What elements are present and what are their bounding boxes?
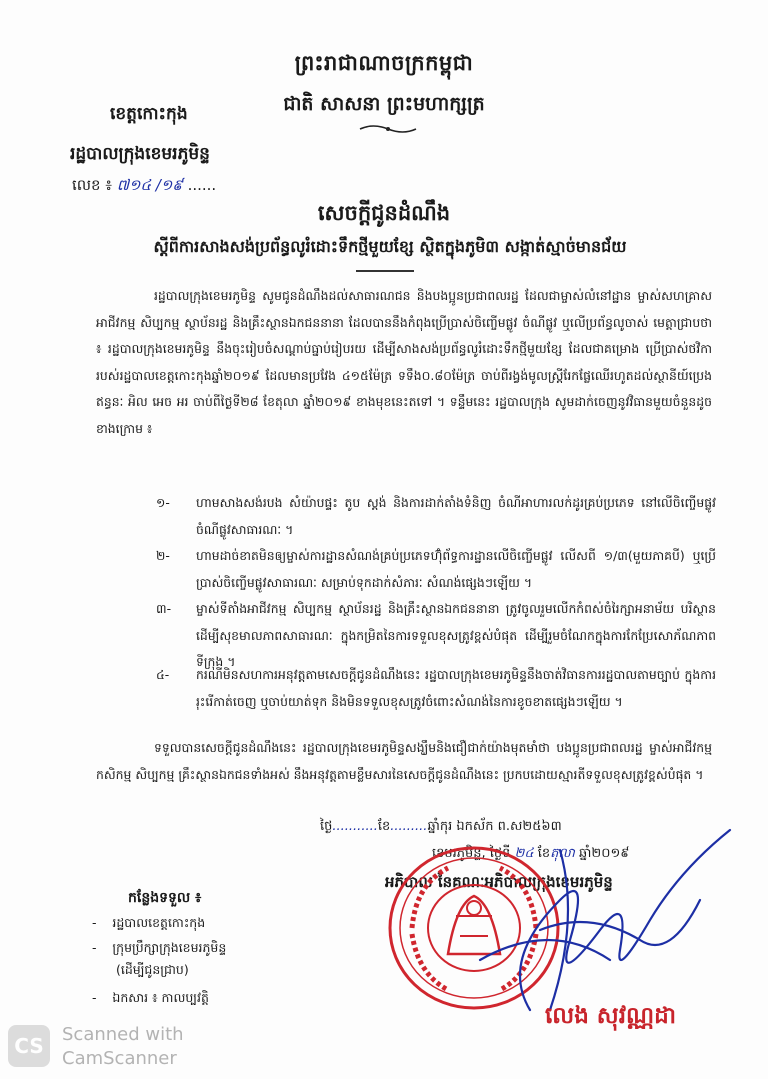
- item-text: ករណីមិនសហការអនុវត្តតាមសេចក្តីជូនដំណឹងនេះ រដ្ឋបាលក្រុងខេមរភូមិន្ទនឹងចាត់វិធានការរដ្ឋបាលតាមច្បាប់ ក្នុងការរុះរើកាត់ចេញ ឬចាប់យាត់ទុក និងមិនទទួលខុសត្រូវចំពោះសំណង់នៃការខូចខាតផ្សេងៗឡើយ ។: [196, 667, 716, 709]
- item-text: ម្ចាស់ទីតាំងអាជីវកម្ម សិប្បកម្ម ស្ថាប័នរដ្ឋ និងគ្រឹះស្ថានឯកជននានា ត្រូវចូលរួមលើកកំពស់ចំរៃក្សាអនាម័យ បរិស្ថាន ដើម្បីសុខមាលភាពសាធារណៈ ក្នុងកម្រិតនៃការទទួលខុសត្រូវខ្ពស់បំផុត ដើម្បីរួមចំណែកក្នុងការកែប្រែសោភ័ណភាពទីក្រុង ។: [196, 601, 716, 669]
- camscanner-watermark: [62, 1023, 184, 1071]
- administration-name: រដ្ឋបាលក្រុងខេមរភូមិន្ទ: [70, 144, 210, 164]
- ref-dots: ......: [187, 176, 217, 194]
- closing-paragraph: ទទួលបានសេចក្តីជូនដំណឹងនេះ រដ្ឋបាលក្រុងខេមរភូមិន្ទសង្ឃឹមនិងជឿជាក់យ៉ាងមុតមាំថា បងប្អូនប្រជាពលរដ្ឋ ម្ចាស់អាជីវកម្ម កសិកម្ម សិប្បកម្ម គ្រឹះស្ថានឯកជនទាំងអស់ នឹងអនុវត្តតាមខ្លឹមសារនៃសេចក្តីជូនដំណឹងនេះ ប្រកបដោយស្មារតីទទួលខុសត្រូវខ្ពស់បំផុត ។: [96, 740, 712, 782]
- item-text: ហាមដាច់ខាតមិនឲ្យម្ចាស់ការដ្ឋានសំណង់គ្រប់ប្រភេទហ៊ុំព័ទ្ធការដ្ឋានលើចិញ្ចើមផ្លូវ លើសពី ១/៣(មួយភាគបី) ឬប្រើប្រាស់ចិញ្ចើមផ្លូវសាធារណៈ សម្រាប់ទុកដាក់សំភារៈ សំណង់ផ្សេងៗឡើយ ។: [196, 548, 716, 590]
- handwritten-signature: [440, 810, 740, 1030]
- recipient-item: - រដ្ឋបាលខេត្តកោះកុង: [92, 915, 206, 930]
- date-day: ២៤: [514, 846, 534, 861]
- lunar-prefix: ថ្ងៃ: [320, 819, 333, 834]
- ref-number-handwritten: ៧១៤ /១៩: [116, 176, 183, 194]
- item-number: ៤-: [156, 667, 170, 682]
- notice-title: សេចក្តីជូនដំណឹង: [317, 201, 451, 225]
- item-number: ២-: [156, 548, 170, 563]
- watermark-line1: Scanned with: [62, 1024, 184, 1045]
- kingdom-heading: ព្រះរាជាណាចក្រកម្ពុជា: [294, 51, 474, 75]
- lunar-month: .........: [390, 819, 428, 834]
- recipients-heading: កន្លែងទទួល ៖: [128, 890, 202, 906]
- title-divider: [356, 270, 414, 272]
- date-year: ឆ្នាំ២០១៩: [579, 846, 630, 861]
- lunar-month-label: ខែ: [377, 819, 391, 834]
- place: ខេមរភូមិន្ទ, ថ្ងៃទី: [432, 846, 511, 861]
- ornament-divider: [358, 122, 418, 136]
- recipient-item: - ឯកសារ ៖ កាលប្បវត្តិ: [92, 990, 209, 1005]
- item-text: ហាមសាងសង់របង សំយ៉ាបផ្ទះ តូប ស្តង់ និងការដាក់តាំងទំនិញ ចំណីអាហារលក់ដូរគ្រប់ប្រភេទ នៅលើចិញ្ចើមផ្លូវ ចំណីផ្លូវសាធារណៈ ។: [196, 495, 716, 537]
- national-motto: ជាតិ សាសនា ព្រះមហាក្សត្រ: [283, 93, 485, 115]
- date-month-word: ខែ: [537, 846, 551, 861]
- lunar-day: ...........: [332, 819, 378, 834]
- recipient-note: (ដើម្បីជូនជ្រាប): [116, 962, 189, 977]
- province-name: ខេត្តកោះកុង: [110, 104, 188, 124]
- reference-number: [72, 176, 216, 198]
- signatory-name: លេង សុវណ្ណដា: [545, 1003, 676, 1029]
- camscanner-logo: CS: [8, 1025, 50, 1067]
- notice-subtitle: ស្តីពីការសាងសង់ប្រព័ន្ធលូរំដោះទឹកថ្មីមួយខ្សែ ស្ថិតក្នុងភូមិ៣ សង្កាត់ស្មាច់មានជ័យ: [153, 237, 627, 256]
- signatory-office: អភិបាល នៃគណៈអភិបាលក្រុងខេមរភូមិន្ទ: [385, 873, 613, 891]
- ref-label: លេខ ៖: [72, 176, 112, 194]
- watermark-line2: CamScanner: [62, 1048, 177, 1069]
- lunar-year: ឆ្នាំកុរ ឯកស័ក ព.ស២៥៦៣: [427, 819, 562, 834]
- intro-paragraph: រដ្ឋបាលក្រុងខេមរភូមិន្ទ សូមជូនដំណឹងដល់សាធារណជន និងបងប្អូនប្រជាពលរដ្ឋ ដែលជាម្ចាស់លំនៅដ្ឋាន ម្ចាស់សហគ្រាស អាជីវកម្ម សិប្បកម្ម ស្ថាប័នរដ្ឋ និងគ្រឹះស្ថានឯកជននានា ដែលបាននឹងកំពុងប្រើប្រាស់ចិញ្ចើមផ្លូវ ចំណីផ្លូវ ឬលើប្រព័ន្ធលូចាស់ មេត្តាជ្រាបថា ៖ រដ្ឋបាលក្រុងខេមរភូមិន្ទ នឹងចុះរៀបចំសណ្តាប់ធ្នាប់រៀបរយ ដើម្បីសាងសង់ប្រព័ន្ធលូរំដោះទឹកថ្មីមួយខ្សែ ដែលជាគម្រោង ប្រើប្រាស់ថវិការបស់រដ្ឋបាលខេត្តកោះកុងឆ្នាំ២០១៩ ដែលមានប្រវែង ៤១៥ម៉ែត្រ ទទឹង០.៨០ម៉ែត្រ ចាប់ពីរង្វង់មូលស្ត្រីរែកផ្លែឈើរហូតដល់ស្ថានីយ៍ប្រេងឥន្ធនៈ អិល អេច អរ ចាប់ពីថ្ងៃទី២៨ ខែតុលា ឆ្នាំ២០១៩ ខាងមុខនេះតទៅ ។ ទន្ទឹមនេះ រដ្ឋបាលក្រុង សូមដាក់ចេញនូវវិធានមួយចំនួនដូចខាងក្រោម ៖: [96, 288, 712, 436]
- date-month: តុលា: [550, 846, 575, 861]
- item-number: ៣-: [156, 601, 172, 616]
- recipient-item: - ក្រុមប្រឹក្សាក្រុងខេមរភូមិន្ទ: [92, 940, 227, 955]
- item-number: ១-: [156, 495, 170, 510]
